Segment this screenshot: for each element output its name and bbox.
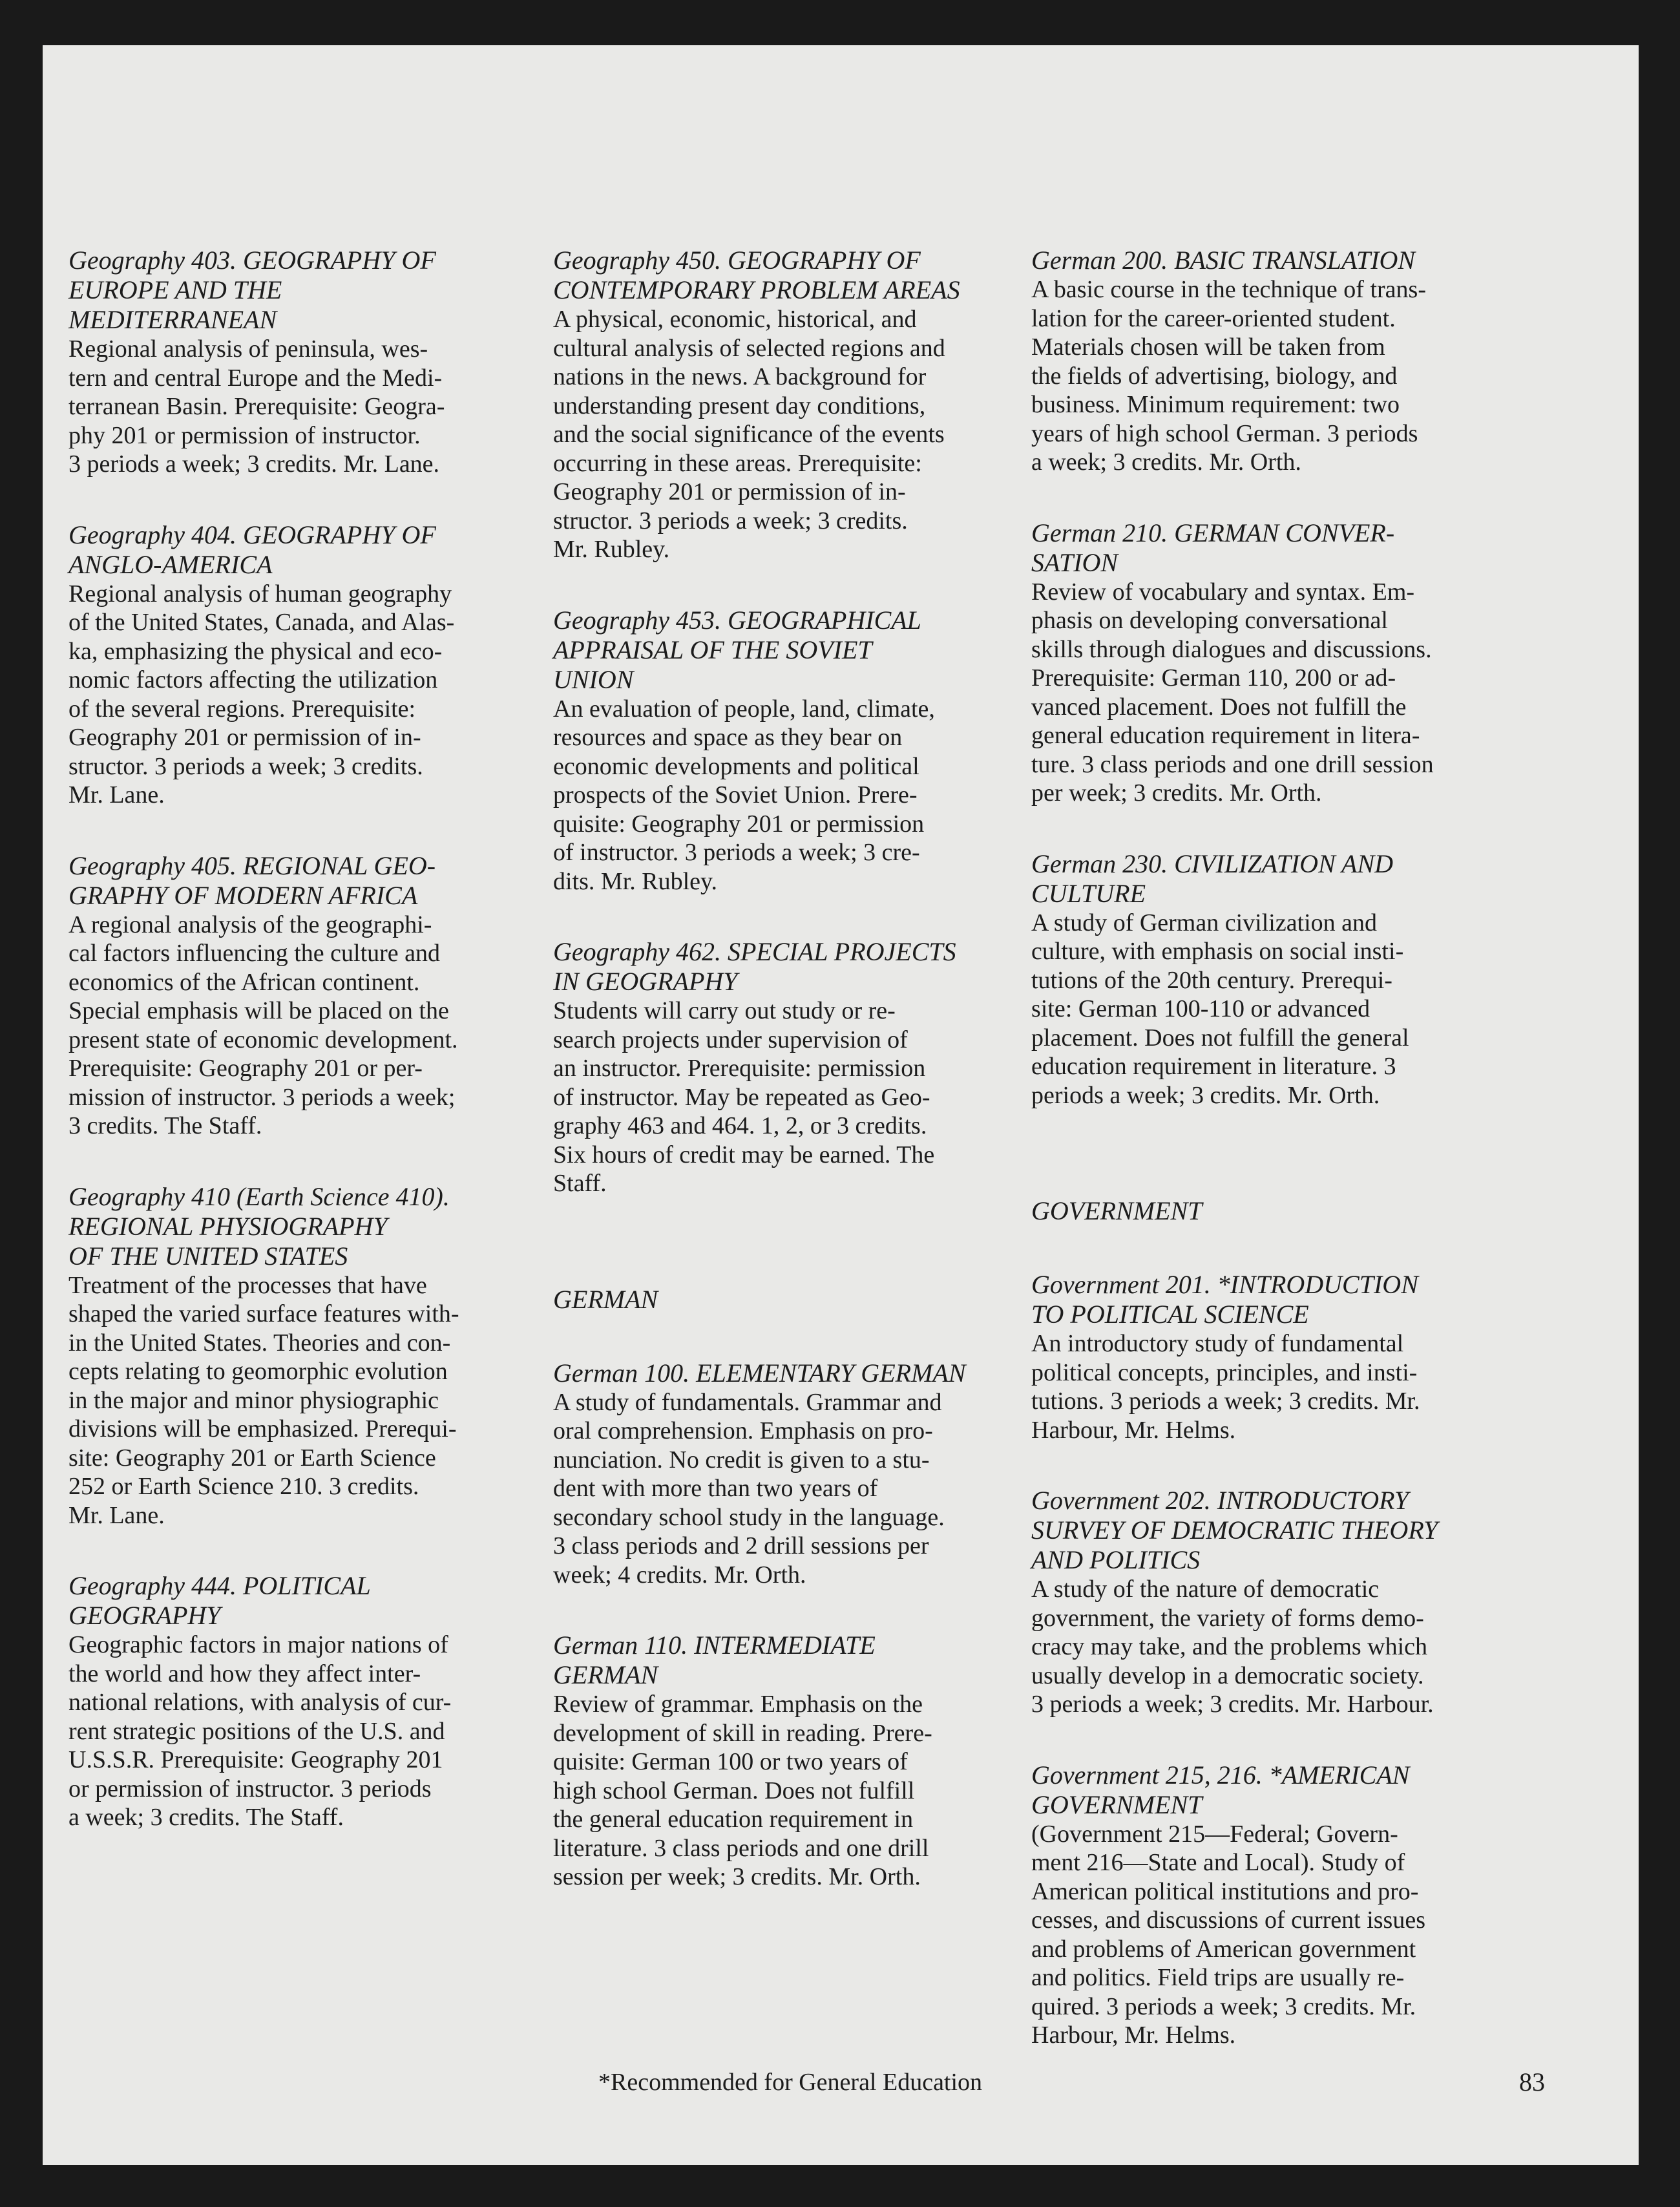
course-description: Regional analysis of human geography of the United States, Canada, and Alas- ka, emphasizing the physical and eco- nomic factors affecting the utilization of the several regions. Prerequisite: Geography 201 or permission of in- structor. 3 periods a week; 3 credits. Mr. Lane. — [68, 580, 455, 808]
course-title: German 210. GERMAN CONVER- SATION — [1031, 518, 1395, 577]
course-title: Geography 453. GEOGRAPHICAL APPRAISAL OF THE SOVIET UNION — [553, 605, 921, 694]
course-description: Students will carry out study or re- search projects under supervision of an instructor. Prerequisite: permission of instructor. May be repeated as Geo- graphy 463 and 464. 1, 2, or 3 credits. Six hours of credit may be earned. The Staff. — [553, 997, 935, 1197]
course-entry — [553, 606, 1051, 896]
course-title: Geography 403. GEOGRAPHY OF EUROPE AND THE MEDITERRANEAN — [68, 246, 436, 334]
course-title: Geography 444. POLITICAL GEOGRAPHY — [68, 1571, 371, 1630]
section-heading-german: GERMAN — [553, 1284, 658, 1314]
course-entry — [68, 1182, 534, 1530]
course-title: Geography 405. REGIONAL GEO- GRAPHY OF MODERN AFRICA — [68, 850, 436, 910]
course-description: A physical, economic, historical, and cultural analysis of selected regions and nations in the news. A background for understanding present day conditions, and the social significance of the events occurring in these areas. Prerequisite: Geography 201 or permission of in- structor. 3 periods a week; 3 credits. Mr. Rubley. — [553, 306, 945, 563]
course-description: Review of grammar. Emphasis on the development of skill in reading. Prere- quisite: German 100 or two years of high school German. Does not fulfill the general education requirement in literature. 3 class periods and one drill session per week; 3 credits. Mr. Orth. — [553, 1691, 932, 1890]
course-entry — [1031, 246, 1535, 477]
course-entry — [553, 1631, 1051, 1892]
course-title: Government 215, 216. *AMERICAN GOVERNMENT — [1031, 1760, 1410, 1819]
column-2 — [553, 246, 1051, 1933]
course-title: German 200. BASIC TRANSLATION — [1031, 246, 1416, 275]
course-description: Treatment of the processes that have shaped the varied surface features with- in the United States. Theories and con- cepts relating to geomorphic evolution in the major and minor physiographic divisions will be emphasized. Prerequi- site: Geography 201 or Earth Science 252 or Earth Science 210. 3 credits. Mr. Lane. — [68, 1271, 459, 1529]
course-title: Geography 404. GEOGRAPHY OF ANGLO-AMERICA — [68, 520, 436, 579]
course-entry — [68, 246, 534, 479]
course-description: Review of vocabulary and syntax. Em- phasis on developing conversational skills through dialogues and discussions. Prerequisite: German 110, 200 or ad- vanced placement. Does not fulfill the general education requirement in litera- ture. 3 class periods and one drill session per week; 3 credits. Mr. Orth. — [1031, 578, 1434, 807]
course-description: A study of the nature of democratic government, the variety of forms demo- cracy may take, and the problems which usually develop in a democratic society. 3 periods a week; 3 credits. Mr. Harbour. — [1031, 1576, 1434, 1718]
course-description: Geographic factors in major nations of the world and how they affect inter- national relations, with analysis of cur- rent strategic positions of the U.S. and U.S.S.R. Prerequisite: Geography 201 or permission of instructor. 3 periods a week; 3 credits. The Staff. — [68, 1631, 452, 1831]
course-title: Geography 462. SPECIAL PROJECTS IN GEOGRAPHY — [553, 937, 956, 996]
course-title: Government 201. *INTRODUCTION TO POLITICAL SCIENCE — [1031, 1270, 1418, 1329]
course-description: A basic course in the technique of trans- lation for the career-oriented student. Materials chosen will be taken from the fields of advertising, biology, and business. Minimum requirement: two years of high school German. 3 periods a week; 3 credits. Mr. Orth. — [1031, 276, 1426, 476]
course-entry — [68, 520, 534, 810]
column-3 — [1031, 246, 1535, 2091]
course-entry — [1031, 1270, 1535, 1444]
section-heading-government: GOVERNMENT — [1031, 1196, 1202, 1225]
course-entry — [68, 851, 534, 1141]
course-title: Geography 450. GEOGRAPHY OF CONTEMPORARY PROBLEM AREAS — [553, 246, 960, 304]
course-title: German 110. INTERMEDIATE GERMAN — [553, 1631, 876, 1689]
course-title: German 230. CIVILIZATION AND CULTURE — [1031, 849, 1394, 908]
page-number: 83 — [1519, 2067, 1545, 2096]
course-entry — [1031, 518, 1535, 808]
course-description: (Government 215—Federal; Govern- ment 216—State and Local). Study of American political institutions and pro- cesses, and discussions of current issues and problems of American government and politics. Field trips are usually re- quired. 3 periods a week; 3 credits. Mr. Harbour, Mr. Helms. — [1031, 1820, 1426, 2049]
course-description: A study of fundamentals. Grammar and oral comprehension. Emphasis on pro- nunciation. No credit is given to a stu- dent with more than two years of secondary school study in the language. 3 class periods and 2 drill sessions per week; 4 credits. Mr. Orth. — [553, 1388, 945, 1589]
course-entry — [1031, 1486, 1535, 1719]
course-title: German 100. ELEMENTARY GERMAN — [553, 1358, 966, 1388]
course-entry — [68, 1571, 534, 1832]
course-description: An introductory study of fundamental political concepts, principles, and insti- tutions. 3 periods a week; 3 credits. Mr. Harbour, Mr. Helms. — [1031, 1330, 1420, 1444]
course-entry — [553, 1358, 1051, 1590]
course-entry — [553, 246, 1051, 564]
course-title: Government 202. INTRODUCTORY SURVEY OF DEMOCRATIC THEORY AND POLITICS — [1031, 1486, 1438, 1574]
footnote: *Recommended for General Education — [598, 2069, 983, 2096]
course-entry — [553, 937, 1051, 1198]
column-1 — [68, 246, 534, 1874]
course-title: Geography 410 (Earth Science 410). REGIONAL PHYSIOGRAPHY OF THE UNITED STATES — [68, 1181, 450, 1271]
catalog-page — [43, 45, 1639, 2165]
course-description: Regional analysis of peninsula, wes- tern and central Europe and the Medi- terranean Basin. Prerequisite: Geogra- phy 201 or permission of instructor. 3 periods a week; 3 credits. Mr. Lane. — [68, 335, 445, 478]
course-description: A study of German civilization and culture, with emphasis on social insti- tutions of the 20th century. Prerequi- site: German 100-110 or advanced placement. Does not fulfill the general education requirement in literature. 3 periods a week; 3 credits. Mr. Orth. — [1031, 909, 1409, 1109]
course-description: An evaluation of people, land, climate, resources and space as they bear on economic developments and political prospects of the Soviet Union. Prere- quisite: Geography 201 or permission of instructor. 3 periods a week; 3 cre- dits. Mr. Rubley. — [553, 695, 935, 895]
course-entry — [1031, 1760, 1535, 2050]
course-description: A regional analysis of the geographi- cal factors influencing the culture and economics of the African continent. Special emphasis will be placed on the present state of economic development. Prerequisite: Geography 201 or per- mission of instructor. 3 periods a week; 3 credits. The Staff. — [68, 911, 458, 1139]
course-entry — [1031, 849, 1535, 1110]
